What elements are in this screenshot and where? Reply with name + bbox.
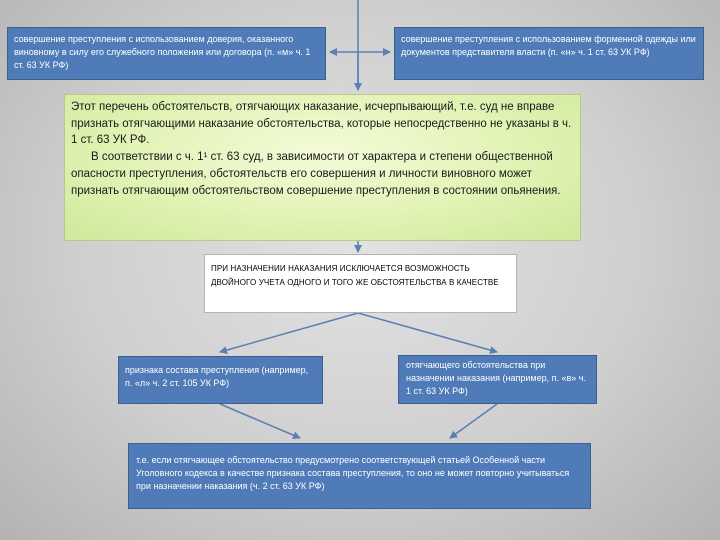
main-paragraph-1: Этот перечень обстоятельств, отягчающих наказание, исчерпывающий, т.е. суд не вправе признать отягчающими наказание обстоятельства, которые непосредственно не указаны в ч. 1 ст. 63 УК РФ. — [71, 101, 572, 147]
arrow-to-left-box — [220, 313, 358, 352]
aggravating-circumstance-box — [398, 355, 597, 404]
right-box-to-bottom — [450, 404, 497, 438]
top-right-box — [394, 27, 704, 80]
arrow-to-right-box — [358, 313, 497, 352]
main-paragraph-2: В соответствии с ч. 1¹ ст. 63 суд, в зависимости от характера и степени общественной опасности преступления, обстоятельств его совершения и личности виновного может признать отягчающим обстоятельством совершение преступления в состоянии опьянения. — [71, 151, 561, 197]
element-of-crime-box — [118, 356, 323, 404]
main-explanation-box — [64, 94, 581, 241]
element-of-crime-text: признака состава преступления (например, п. «л» ч. 2 ст. 105 УК РФ) — [125, 365, 309, 388]
center-rule-box — [204, 254, 517, 313]
conclusion-box — [128, 443, 591, 509]
top-left-box-text: совершение преступления с использованием доверия, оказанного виновному в силу его служебного положения или договора (п. «м» ч. 1 ст. 63 УК РФ) — [14, 34, 311, 70]
top-right-box-text: совершение преступления с использованием форменной одежды или документов представителя власти (п. «н» ч. 1 ст. 63 УК РФ) — [401, 34, 696, 57]
aggravating-circumstance-text: отягчающего обстоятельства при назначении наказания (например, п. «в» ч. 1 ст. 63 УК РФ) — [406, 360, 586, 396]
conclusion-text: т.е. если отягчающее обстоятельство предусмотрено соответствующей статьей Особенной части Уголовного кодекса в качестве признака состава преступления, то оно не может повторно учитываться при назначении наказания (ч. 2 ст. 63 УК РФ) — [136, 455, 570, 491]
top-left-box — [7, 27, 326, 80]
center-rule-text: ПРИ НАЗНАЧЕНИИ НАКАЗАНИЯ ИСКЛЮЧАЕТСЯ ВОЗМОЖНОСТЬ ДВОЙНОГО УЧЕТА ОДНОГО И ТОГО ЖЕ ОБСТОЯТЕЛЬСТВА В КАЧЕСТВЕ — [211, 264, 499, 287]
left-box-to-bottom — [220, 404, 300, 438]
